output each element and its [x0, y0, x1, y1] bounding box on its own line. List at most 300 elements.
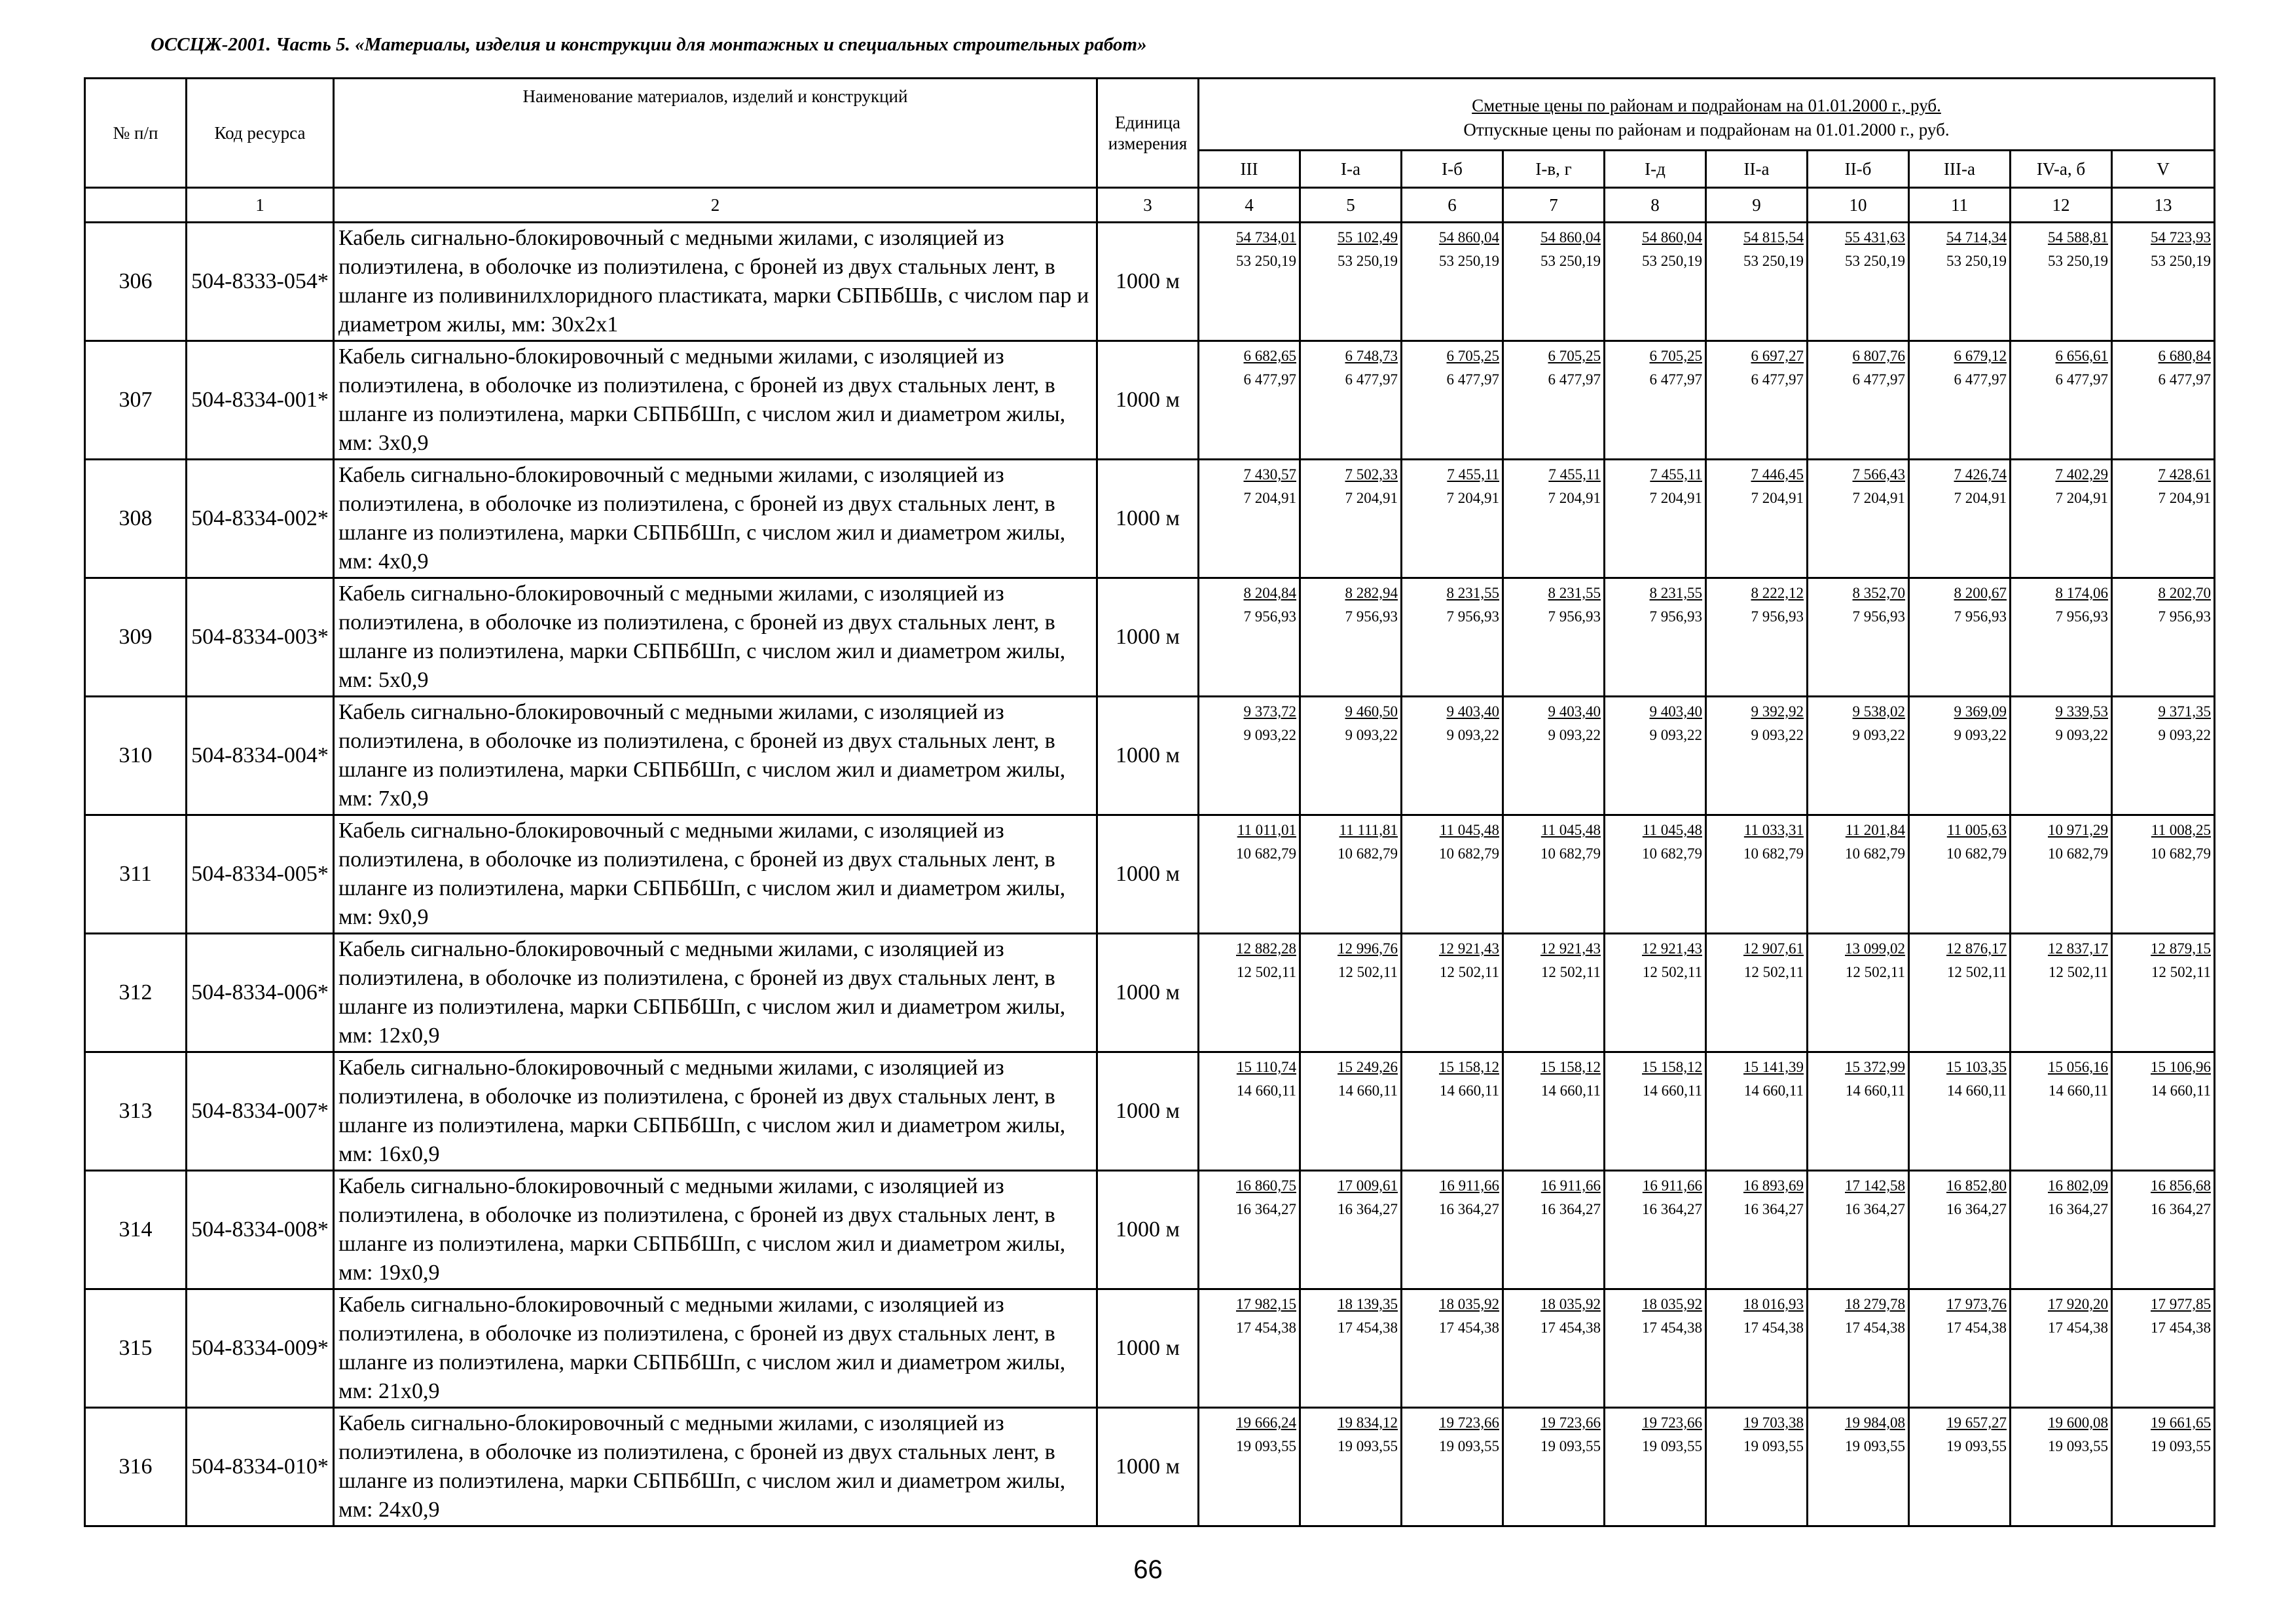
estimate-price: 9 403,40: [1649, 703, 1702, 720]
table-body: [85, 223, 2215, 1526]
unit-of-measure: 1000 м: [1097, 341, 1199, 460]
release-price: 10 682,79: [1946, 845, 2007, 862]
price-cell: [2011, 1289, 2112, 1408]
estimate-price: 19 703,38: [1743, 1414, 1804, 1431]
material-name: Кабель сигнально-блокировочный с медными жилами, с изоляцией из полиэтилена, в оболочке из полиэтилена, с броней из двух стальных лент, в шланге из полиэтилена, марки СБПБбШп, с числом жил и диаметром жилы, мм: 16х0,9: [334, 1052, 1097, 1171]
unit-of-measure: 1000 м: [1097, 697, 1199, 815]
price-cell: [1402, 223, 1503, 341]
release-price: 53 250,19: [1743, 252, 1804, 269]
price-cell: [1300, 578, 1402, 697]
release-price: 10 682,79: [1540, 845, 1601, 862]
release-price: 10 682,79: [2048, 845, 2108, 862]
estimate-price: 15 106,96: [2151, 1059, 2211, 1075]
estimate-price: 11 045,48: [1439, 822, 1499, 838]
price-cell: [1808, 460, 1909, 578]
release-price: 16 364,27: [1946, 1200, 2007, 1217]
page-title: ОССЦЖ-2001. Часть 5. «Материалы, изделия и конструкции для монтажных и специальных строительных работ»: [151, 34, 1147, 55]
column-number: 2: [334, 188, 1097, 223]
price-cell: [1402, 697, 1503, 815]
price-cell: [1706, 1289, 1808, 1408]
price-cell: [1706, 934, 1808, 1052]
release-price: 7 956,93: [1446, 608, 1499, 625]
release-price: 9 093,22: [1243, 726, 1296, 743]
price-cell: [2011, 341, 2112, 460]
region-header: III: [1199, 151, 1300, 188]
estimate-price: 6 697,27: [1751, 348, 1804, 364]
price-cell: [1402, 934, 1503, 1052]
estimate-price: 12 921,43: [1439, 940, 1499, 957]
release-price: 14 660,11: [1439, 1082, 1499, 1099]
price-cell: [2011, 460, 2112, 578]
estimate-price: 19 723,66: [1540, 1414, 1601, 1431]
estimate-price: 16 911,66: [1439, 1177, 1499, 1194]
estimate-price: 7 455,11: [1650, 466, 1702, 483]
release-price: 53 250,19: [2048, 252, 2108, 269]
price-cell: [2011, 223, 2112, 341]
table-row: [85, 341, 2215, 460]
price-cell: [2011, 815, 2112, 934]
price-cell: [1300, 934, 1402, 1052]
column-number: 12: [2011, 188, 2112, 223]
estimate-price: 7 430,57: [1243, 466, 1296, 483]
resource-code: 504-8334-004*: [187, 697, 334, 815]
release-price: 10 682,79: [1845, 845, 1905, 862]
release-price: 7 956,93: [2055, 608, 2108, 625]
release-price: 10 682,79: [1439, 845, 1499, 862]
estimate-price: 18 035,92: [1642, 1296, 1702, 1312]
release-price: 9 093,22: [1852, 726, 1905, 743]
estimate-price: 19 723,66: [1642, 1414, 1702, 1431]
release-price: 6 477,97: [1548, 371, 1601, 388]
price-cell: [1909, 815, 2011, 934]
col-header-code: Код ресурса: [187, 79, 334, 188]
unit-of-measure: 1000 м: [1097, 1408, 1199, 1526]
estimate-price: 6 705,25: [1649, 348, 1702, 364]
resource-code: 504-8334-007*: [187, 1052, 334, 1171]
resource-code: 504-8334-002*: [187, 460, 334, 578]
price-cell: [1605, 1052, 1706, 1171]
release-price: 9 093,22: [1751, 726, 1804, 743]
unit-of-measure: 1000 м: [1097, 1171, 1199, 1289]
release-price: 19 093,55: [1845, 1437, 1905, 1454]
price-cell: [1300, 1289, 1402, 1408]
price-cell: [1808, 815, 1909, 934]
price-cell: [1503, 341, 1605, 460]
release-price: 14 660,11: [1236, 1082, 1296, 1099]
price-cell: [1300, 815, 1402, 934]
release-price: 7 204,91: [1649, 489, 1702, 506]
estimate-price: 7 426,74: [1954, 466, 2007, 483]
estimate-price: 7 566,43: [1852, 466, 1905, 483]
price-cell: [1706, 578, 1808, 697]
release-price: 19 093,55: [2151, 1437, 2211, 1454]
estimate-price: 18 139,35: [1338, 1296, 1398, 1312]
estimate-price: 15 110,74: [1236, 1059, 1296, 1075]
release-price: 6 477,97: [1751, 371, 1804, 388]
price-cell: [1199, 578, 1300, 697]
price-cell: [1909, 1171, 2011, 1289]
price-cell: [1503, 460, 1605, 578]
estimate-price: 16 911,66: [1540, 1177, 1601, 1194]
price-cell: [1909, 934, 2011, 1052]
estimate-price: 15 158,12: [1540, 1059, 1601, 1075]
release-price: 14 660,11: [1946, 1082, 2007, 1099]
price-cell: [1300, 1171, 1402, 1289]
estimate-price: 7 402,29: [2055, 466, 2108, 483]
estimate-price: 16 860,75: [1236, 1177, 1296, 1194]
estimate-price: 15 372,99: [1845, 1059, 1905, 1075]
col-header-prices: [1199, 79, 2215, 151]
release-price: 53 250,19: [1845, 252, 1905, 269]
price-cell: [1706, 223, 1808, 341]
col-header-unit: Единица измерения: [1097, 79, 1199, 188]
release-price: 7 956,93: [1852, 608, 1905, 625]
price-cell: [1503, 1289, 1605, 1408]
estimate-price: 9 371,35: [2158, 703, 2211, 720]
price-cell: [1706, 460, 1808, 578]
price-cell: [1706, 697, 1808, 815]
price-cell: [1199, 697, 1300, 815]
estimate-price: 6 682,65: [1243, 348, 1296, 364]
material-name: Кабель сигнально-блокировочный с медными жилами, с изоляцией из полиэтилена, в оболочке из полиэтилена, с броней из двух стальных лент, в шланге из полиэтилена, марки СБПБбШп, с числом жил и диаметром жилы, мм: 9х0,9: [334, 815, 1097, 934]
estimate-price: 11 005,63: [1946, 822, 2007, 838]
estimate-price: 12 996,76: [1338, 940, 1398, 957]
release-price: 17 454,38: [2151, 1319, 2211, 1336]
estimate-price: 11 045,48: [1642, 822, 1702, 838]
price-cell: [1909, 1289, 2011, 1408]
row-number: 307: [85, 341, 187, 460]
price-cell: [1808, 1408, 1909, 1526]
estimate-price: 7 502,33: [1345, 466, 1398, 483]
release-price: 7 204,91: [1548, 489, 1601, 506]
price-cell: [1909, 341, 2011, 460]
region-header: III-а: [1909, 151, 2011, 188]
price-cell: [1402, 578, 1503, 697]
estimate-price: 12 876,17: [1946, 940, 2007, 957]
release-price: 7 204,91: [1446, 489, 1499, 506]
unit-of-measure: 1000 м: [1097, 578, 1199, 697]
price-cell: [1300, 223, 1402, 341]
column-number: [85, 188, 187, 223]
material-name: Кабель сигнально-блокировочный с медными жилами, с изоляцией из полиэтилена, в оболочке из полиэтилена, с броней из двух стальных лент, в шланге из полиэтилена, марки СБПБбШп, с числом жил и диаметром жилы, мм: 24х0,9: [334, 1408, 1097, 1526]
release-price: 53 250,19: [1439, 252, 1499, 269]
price-cell: [1605, 341, 1706, 460]
resource-code: 504-8334-006*: [187, 934, 334, 1052]
estimate-price: 54 714,34: [1946, 229, 2007, 246]
release-price: 10 682,79: [1236, 845, 1296, 862]
estimate-price: 54 860,04: [1642, 229, 1702, 246]
unit-of-measure: 1000 м: [1097, 1289, 1199, 1408]
price-cell: [1199, 1171, 1300, 1289]
unit-of-measure: 1000 м: [1097, 815, 1199, 934]
price-cell: [1199, 341, 1300, 460]
price-cell: [1199, 223, 1300, 341]
estimate-price: 8 202,70: [2158, 585, 2211, 601]
release-price: 53 250,19: [1946, 252, 2007, 269]
resource-code: 504-8334-003*: [187, 578, 334, 697]
price-cell: [1909, 578, 2011, 697]
estimate-price: 11 011,01: [1237, 822, 1296, 838]
row-number: 311: [85, 815, 187, 934]
col-header-name: Наименование материалов, изделий и конструкций: [334, 79, 1097, 188]
estimate-price: 6 705,25: [1548, 348, 1601, 364]
release-price: 6 477,97: [2055, 371, 2108, 388]
estimate-price: 7 446,45: [1751, 466, 1804, 483]
price-cell: [1503, 1171, 1605, 1289]
estimate-price: 19 984,08: [1845, 1414, 1905, 1431]
estimate-price: 8 231,55: [1446, 585, 1499, 601]
column-number: 1: [187, 188, 334, 223]
price-cell: [1199, 815, 1300, 934]
estimate-price: 9 403,40: [1446, 703, 1499, 720]
estimate-price: 15 158,12: [1439, 1059, 1499, 1075]
resource-code: 504-8334-001*: [187, 341, 334, 460]
release-price: 6 477,97: [1649, 371, 1702, 388]
price-cell: [1909, 460, 2011, 578]
resource-code: 504-8334-005*: [187, 815, 334, 934]
estimate-price: 17 982,15: [1236, 1296, 1296, 1312]
column-number: 10: [1808, 188, 1909, 223]
release-price: 12 502,11: [2048, 963, 2108, 980]
table-row: [85, 1408, 2215, 1526]
price-cell: [2011, 1408, 2112, 1526]
row-number: 306: [85, 223, 187, 341]
release-price: 9 093,22: [1954, 726, 2007, 743]
price-cell: [1706, 1408, 1808, 1526]
estimate-price: 17 977,85: [2151, 1296, 2211, 1312]
estimate-price: 9 538,02: [1852, 703, 1905, 720]
release-price: 9 093,22: [1345, 726, 1398, 743]
table-row: [85, 1289, 2215, 1408]
col-header-num: № п/п: [85, 79, 187, 188]
region-header: I-д: [1605, 151, 1706, 188]
estimate-price: 12 879,15: [2151, 940, 2211, 957]
region-header: I-а: [1300, 151, 1402, 188]
material-name: Кабель сигнально-блокировочный с медными жилами, с изоляцией из полиэтилена, в оболочке из полиэтилена, с броней из двух стальных лент, в шланге из полиэтилена, марки СБПБбШп, с числом жил и диаметром жилы, мм: 7х0,9: [334, 697, 1097, 815]
region-header: IV-а, б: [2011, 151, 2112, 188]
price-cell: [1199, 1289, 1300, 1408]
release-price: 53 250,19: [2151, 252, 2211, 269]
release-price: 19 093,55: [1338, 1437, 1398, 1454]
row-number: 309: [85, 578, 187, 697]
estimate-price: 54 723,93: [2151, 229, 2211, 246]
price-cell: [1605, 1289, 1706, 1408]
release-price: 7 204,91: [1954, 489, 2007, 506]
release-price: 19 093,55: [2048, 1437, 2108, 1454]
release-price: 7 204,91: [2158, 489, 2211, 506]
region-header: II-б: [1808, 151, 1909, 188]
estimate-price: 54 588,81: [2048, 229, 2108, 246]
estimate-price: 18 035,92: [1439, 1296, 1499, 1312]
estimate-price: 19 834,12: [1338, 1414, 1398, 1431]
release-price: 14 660,11: [1642, 1082, 1702, 1099]
release-price: 6 477,97: [1243, 371, 1296, 388]
price-cell: [2011, 1171, 2112, 1289]
price-cell: [2112, 815, 2215, 934]
price-cell: [1605, 578, 1706, 697]
release-price: 7 956,93: [1649, 608, 1702, 625]
release-price: 7 956,93: [1548, 608, 1601, 625]
release-price: 19 093,55: [1236, 1437, 1296, 1454]
price-cell: [1808, 223, 1909, 341]
estimate-price: 9 373,72: [1243, 703, 1296, 720]
price-cell: [1706, 1052, 1808, 1171]
release-price: 19 093,55: [1540, 1437, 1601, 1454]
row-number: 312: [85, 934, 187, 1052]
price-cell: [1503, 1052, 1605, 1171]
release-price: 10 682,79: [1338, 845, 1398, 862]
estimate-price: 15 158,12: [1642, 1059, 1702, 1075]
price-cell: [1808, 1052, 1909, 1171]
column-number: 4: [1199, 188, 1300, 223]
column-number: 13: [2112, 188, 2215, 223]
column-number: 11: [1909, 188, 2011, 223]
release-price: 9 093,22: [1649, 726, 1702, 743]
price-cell: [1605, 934, 1706, 1052]
price-cell: [1300, 460, 1402, 578]
region-header: II-а: [1706, 151, 1808, 188]
release-price: 14 660,11: [1845, 1082, 1905, 1099]
estimate-price: 54 860,04: [1540, 229, 1601, 246]
column-number: 3: [1097, 188, 1199, 223]
estimate-price: 16 856,68: [2151, 1177, 2211, 1194]
estimate-price: 17 973,76: [1946, 1296, 2007, 1312]
estimate-price: 16 852,80: [1946, 1177, 2007, 1194]
release-price: 17 454,38: [1540, 1319, 1601, 1336]
material-name: Кабель сигнально-блокировочный с медными жилами, с изоляцией из полиэтилена, в оболочке из полиэтилена, с броней из двух стальных лент, в шланге из полиэтилена, марки СБПБбШп, с числом жил и диаметром жилы, мм: 5х0,9: [334, 578, 1097, 697]
release-price: 7 956,93: [1954, 608, 2007, 625]
price-cell: [1300, 1408, 1402, 1526]
price-cell: [1706, 341, 1808, 460]
estimate-price: 6 705,25: [1446, 348, 1499, 364]
price-header-estimate: Сметные цены по районам и подрайонам на 01.01.2000 г., руб.: [1472, 96, 1941, 116]
region-header: I-б: [1402, 151, 1503, 188]
estimate-price: 9 392,92: [1751, 703, 1804, 720]
estimate-price: 19 657,27: [1946, 1414, 2007, 1431]
price-cell: [2112, 697, 2215, 815]
release-price: 53 250,19: [1642, 252, 1702, 269]
release-price: 12 502,11: [1439, 963, 1499, 980]
price-cell: [1706, 815, 1808, 934]
estimate-price: 8 352,70: [1852, 585, 1905, 601]
price-cell: [1300, 697, 1402, 815]
release-price: 14 660,11: [2048, 1082, 2108, 1099]
price-cell: [2112, 934, 2215, 1052]
release-price: 6 477,97: [2158, 371, 2211, 388]
price-cell: [1909, 1052, 2011, 1171]
release-price: 6 477,97: [1345, 371, 1398, 388]
estimate-price: 16 802,09: [2048, 1177, 2108, 1194]
price-cell: [1706, 1171, 1808, 1289]
release-price: 16 364,27: [1338, 1200, 1398, 1217]
price-cell: [1909, 223, 2011, 341]
price-cell: [1808, 1289, 1909, 1408]
release-price: 12 502,11: [1845, 963, 1905, 980]
estimate-price: 19 723,66: [1439, 1414, 1499, 1431]
page-number: 66: [1133, 1555, 1163, 1584]
unit-of-measure: 1000 м: [1097, 223, 1199, 341]
material-name: Кабель сигнально-блокировочный с медными жилами, с изоляцией из полиэтилена, в оболочке из полиэтилена, с броней из двух стальных лент, в шланге из полиэтилена, марки СБПБбШп, с числом жил и диаметром жилы, мм: 19х0,9: [334, 1171, 1097, 1289]
price-cell: [1402, 1289, 1503, 1408]
release-price: 53 250,19: [1338, 252, 1398, 269]
price-cell: [2112, 1408, 2215, 1526]
table-row: [85, 1052, 2215, 1171]
estimate-price: 15 103,35: [1946, 1059, 2007, 1075]
estimate-price: 11 045,48: [1540, 822, 1601, 838]
estimate-price: 55 431,63: [1845, 229, 1905, 246]
release-price: 53 250,19: [1236, 252, 1296, 269]
price-cell: [1402, 1408, 1503, 1526]
estimate-price: 12 882,28: [1236, 940, 1296, 957]
price-cell: [1503, 578, 1605, 697]
resource-code: 504-8333-054*: [187, 223, 334, 341]
release-price: 53 250,19: [1540, 252, 1601, 269]
unit-of-measure: 1000 м: [1097, 1052, 1199, 1171]
estimate-price: 19 666,24: [1236, 1414, 1296, 1431]
price-cell: [1199, 934, 1300, 1052]
release-price: 19 093,55: [1743, 1437, 1804, 1454]
release-price: 9 093,22: [1548, 726, 1601, 743]
release-price: 10 682,79: [2151, 845, 2211, 862]
price-cell: [1605, 460, 1706, 578]
estimate-price: 18 035,92: [1540, 1296, 1601, 1312]
estimate-price: 7 455,11: [1447, 466, 1499, 483]
release-price: 12 502,11: [1642, 963, 1702, 980]
price-cell: [2011, 934, 2112, 1052]
row-number: 310: [85, 697, 187, 815]
estimate-price: 8 200,67: [1954, 585, 2007, 601]
estimate-price: 6 679,12: [1954, 348, 2007, 364]
table-row: [85, 1171, 2215, 1289]
release-price: 17 454,38: [1946, 1319, 2007, 1336]
estimate-price: 17 009,61: [1338, 1177, 1398, 1194]
price-cell: [1605, 223, 1706, 341]
estimate-price: 11 033,31: [1743, 822, 1804, 838]
price-cell: [1199, 1052, 1300, 1171]
release-price: 10 682,79: [1642, 845, 1702, 862]
estimate-price: 9 339,53: [2055, 703, 2108, 720]
price-cell: [1808, 934, 1909, 1052]
price-cell: [2112, 223, 2215, 341]
estimate-price: 11 201,84: [1845, 822, 1905, 838]
material-name: Кабель сигнально-блокировочный с медными жилами, с изоляцией из полиэтилена, в оболочке из полиэтилена, с броней из двух стальных лент, в шланге из полиэтилена, марки СБПБбШп, с числом жил и диаметром жилы, мм: 12х0,9: [334, 934, 1097, 1052]
region-header: V: [2112, 151, 2215, 188]
estimate-price: 54 815,54: [1743, 229, 1804, 246]
column-number: 5: [1300, 188, 1402, 223]
estimate-price: 6 748,73: [1345, 348, 1398, 364]
release-price: 12 502,11: [1540, 963, 1601, 980]
estimate-price: 12 837,17: [2048, 940, 2108, 957]
release-price: 17 454,38: [1642, 1319, 1702, 1336]
release-price: 7 204,91: [1751, 489, 1804, 506]
estimate-price: 18 279,78: [1845, 1296, 1905, 1312]
release-price: 16 364,27: [1439, 1200, 1499, 1217]
release-price: 17 454,38: [1236, 1319, 1296, 1336]
release-price: 7 204,91: [1243, 489, 1296, 506]
estimate-price: 9 369,09: [1954, 703, 2007, 720]
release-price: 12 502,11: [1946, 963, 2007, 980]
estimate-price: 54 860,04: [1439, 229, 1499, 246]
price-cell: [1605, 815, 1706, 934]
estimate-price: 8 231,55: [1649, 585, 1702, 601]
price-cell: [2011, 578, 2112, 697]
release-price: 10 682,79: [1743, 845, 1804, 862]
price-cell: [1503, 697, 1605, 815]
release-price: 12 502,11: [2151, 963, 2211, 980]
table-row: [85, 934, 2215, 1052]
price-cell: [1402, 1171, 1503, 1289]
price-cell: [2011, 1052, 2112, 1171]
